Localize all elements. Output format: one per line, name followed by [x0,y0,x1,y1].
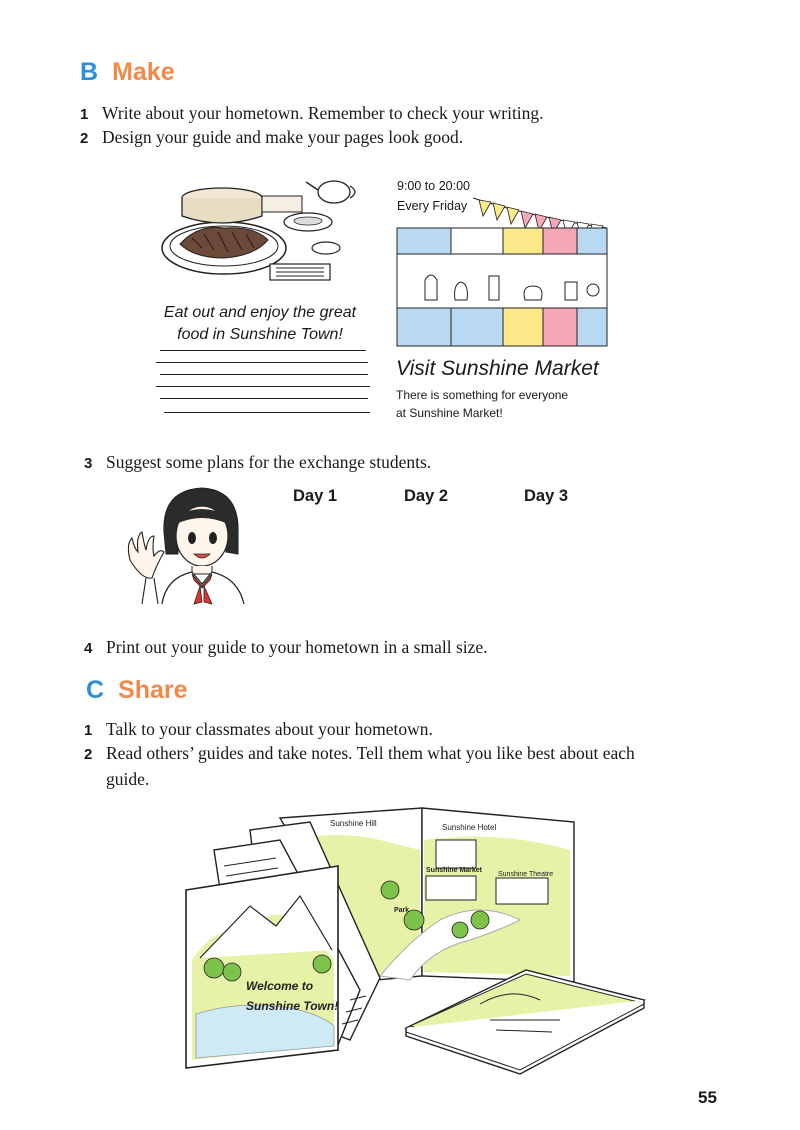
writing-line [160,350,366,351]
cover-welcome-line-2: Sunshine Town! [246,999,339,1013]
map-label-hill: Sunshine Hill [330,819,377,828]
make-item-2 [80,125,463,151]
section-b-heading [80,58,175,87]
item-number: 1 [80,106,89,123]
section-c-title: Share [118,676,188,704]
writing-line [164,412,370,413]
item-number: 1 [84,722,93,739]
food-caption [145,302,375,346]
market-desc-line-2: at Sunshine Market! [396,406,503,420]
item-text-continued: guide. [106,769,150,789]
food-caption-line-2: food in Sunshine Town! [177,326,343,343]
item-number: 3 [84,455,93,472]
section-b-title: Make [112,58,175,86]
map-label-hotel: Sunshine Hotel [442,823,497,832]
writing-line [156,362,368,363]
make-item-3 [84,450,431,476]
item-text: Talk to your classmates about your hometown. [106,719,433,739]
item-number: 2 [80,130,89,147]
map-label-park: Park [394,907,410,914]
item-text: Write about your hometown. Remember to check your writing. [102,103,544,123]
share-item-2 [84,741,744,791]
item-text: Design your guide and make your pages look good. [102,127,464,147]
map-label-market: Sunshine Market [426,867,483,874]
writing-line [156,386,370,387]
market-day: Every Friday [397,199,468,213]
day-2-heading: Day 2 [404,487,449,505]
make-item-1 [80,101,544,127]
market-illustration [395,190,610,350]
share-item-1 [84,717,433,743]
item-text: Read others’ guides and take notes. Tell them what you like best about each [106,743,635,763]
girl-illustration [122,482,252,606]
map-label-theatre: Sunshine Theatre [498,871,554,878]
section-c-heading [86,676,188,705]
section-b-letter: B [80,58,99,86]
item-number: 4 [84,640,93,657]
cover-welcome-line-1: Welcome to [246,979,314,993]
market-title: Visit Sunshine Market [396,357,599,380]
writing-line [160,398,368,399]
writing-line [160,374,368,375]
item-text: Print out your guide to your hometown in a small size. [106,637,488,657]
food-illustration [158,176,368,294]
market-desc-line-1: There is something for everyone [396,388,569,402]
day-3-heading: Day 3 [524,487,569,505]
guide-booklet-illustration [180,800,650,1080]
market-hours: 9:00 to 20:00 [397,179,470,193]
item-number: 2 [84,746,93,763]
day-1-heading: Day 1 [293,487,338,505]
page-number: 55 [698,1088,717,1107]
section-c-letter: C [86,676,105,704]
food-caption-line-1: Eat out and enjoy the great [163,304,357,321]
make-item-4 [84,635,488,661]
item-text: Suggest some plans for the exchange students. [106,452,432,472]
market-description [396,386,568,422]
